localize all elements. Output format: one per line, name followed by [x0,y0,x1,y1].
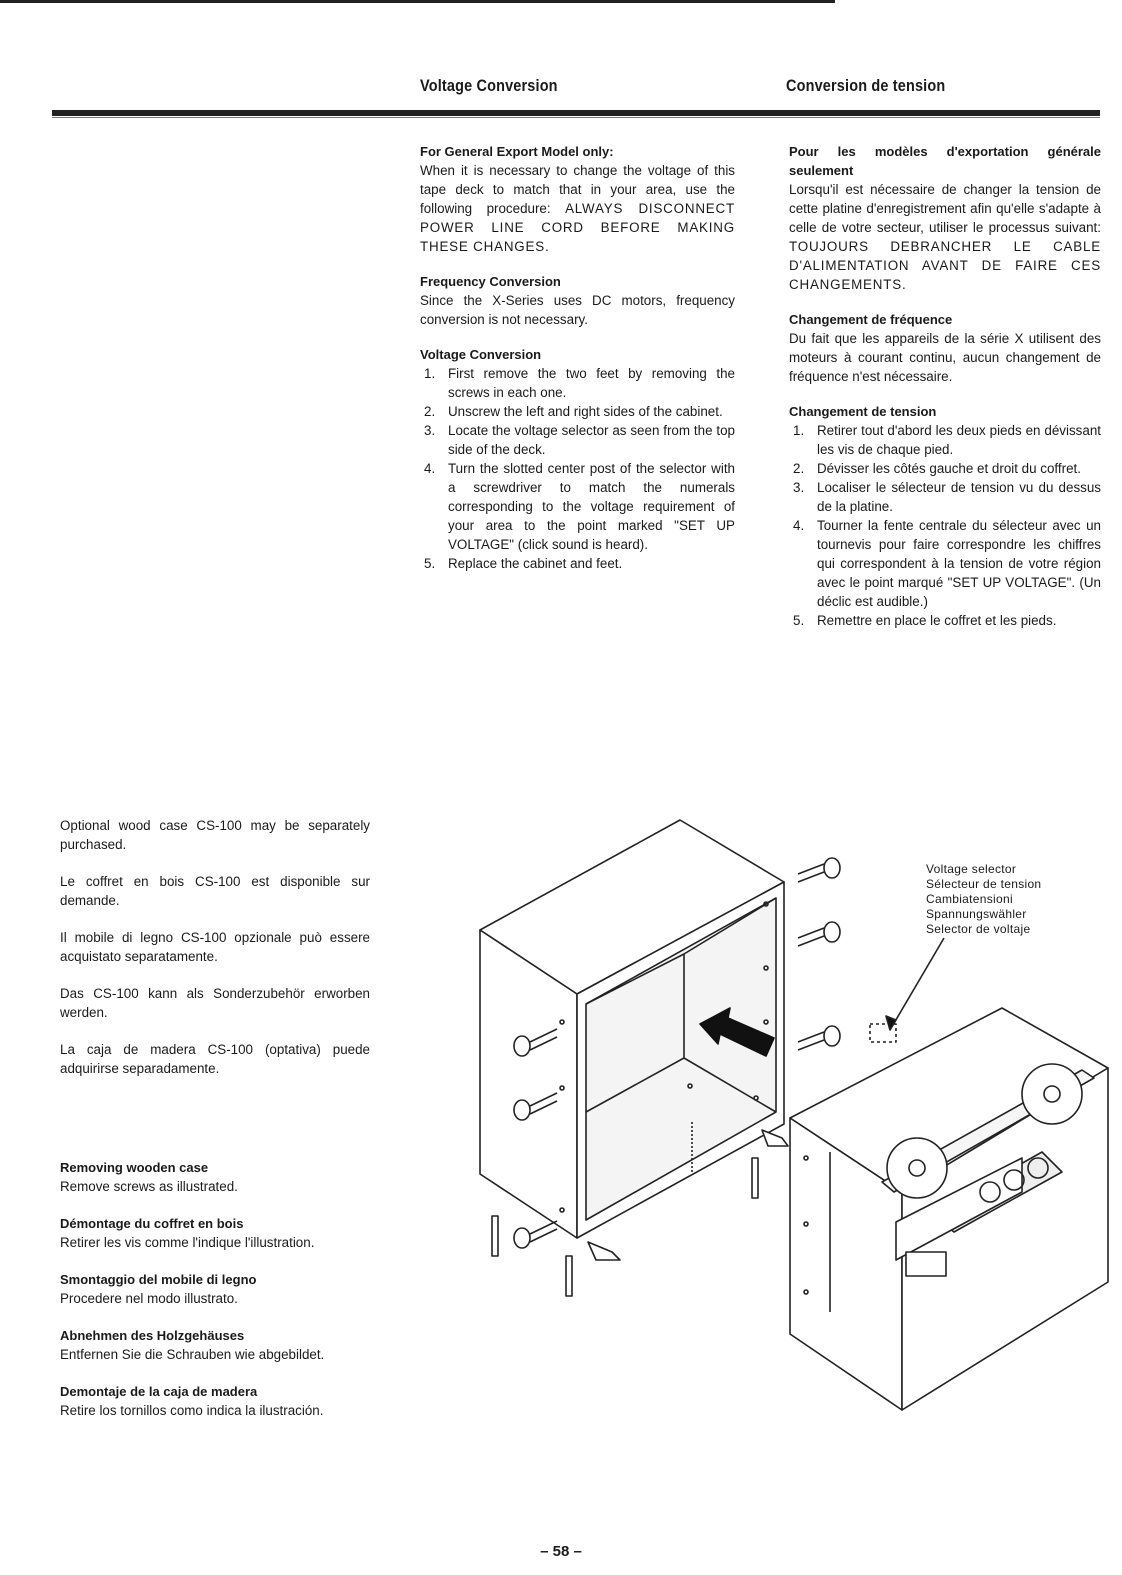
header-rule [52,110,1100,116]
freq-text-en: Since the X-Series uses DC motors, frequency conversion is not necessary. [420,293,735,327]
list-item: 4. Tourner la fente centrale du sélecteur avec un tournevis pour faire correspondre les chiffres qui correspondent à la tension de votre région avec le point marqué "SET UP VOLTAGE". (Un déclic est audible.) [793,518,1101,609]
removing-block-es: Demontaje de la caja de madera Retire los tornillos como indica la ilustración. [60,1384,324,1418]
freq-heading-fr: Changement de fréquence [789,312,953,327]
removing-block-en: Removing wooden case Remove screws as illustrated. [60,1160,238,1194]
intro-fr [789,180,1101,294]
header-rule-thin [52,117,1100,118]
intro-en [420,161,735,256]
optional-case-es: La caja de madera CS-100 (optativa) puede adquirirse separadamente. [60,1042,370,1076]
intro-text-fr: Lorsqu'il est nécessaire de changer la tension de cette platine d'enregistrement afin qu'elle s'adapte à celle de votre secteur, utiliser le processus suivant: [789,182,1101,235]
removing-case-notes [60,1158,380,1438]
list-item: 1. Retirer tout d'abord les deux pieds en dévissant les vis de chaque pied. [793,423,1101,457]
steps-fr [789,421,1101,630]
warning-fr: TOUJOURS DEBRANCHER LE CABLE D'ALIMENTATION AVANT DE FAIRE CES CHANGEMENTS. [789,239,1101,292]
list-item: 4. Turn the slotted center post of the selector with a screwdriver to match the numerals corresponding to the voltage requirement of your area to the point marked "SET UP VOLTAGE" (click sound is heard). [424,461,735,552]
header-title-fr: Conversion de tension [786,76,946,95]
freq-text-fr: Du fait que les appareils de la série X utilisent des moteurs à courant continu, aucun changement de fréquence n'est nécessaire. [789,331,1101,384]
freq-heading-en: Frequency Conversion [420,274,561,289]
intro-text-en: When it is necessary to change the voltage of this tape deck to match that in your area, use the following procedure: [420,163,735,216]
list-item: 5. Remettre en place le coffret et les pieds. [793,613,1057,628]
page-number: – 58 – [540,1543,582,1560]
list-item: 2. Unscrew the left and right sides of the cabinet. [424,404,723,419]
export-heading-en: For General Export Model only: [420,144,614,159]
warning-en: ALWAYS DISCONNECT POWER LINE CORD BEFORE MAKING THESE CHANGES. [420,201,735,254]
callout-leader [890,938,944,1030]
list-item: 3. Locate the voltage selector as seen from the top side of the deck. [424,423,735,457]
removing-block-de: Abnehmen des Holzgehäuses Entfernen Sie die Schrauben wie abgebildet. [60,1328,325,1362]
removing-block-it: Smontaggio del mobile di legno Procedere nel modo illustrato. [60,1272,257,1306]
removing-block-fr: Démontage du coffret en bois Retirer les vis comme l'indique l'illustration. [60,1216,315,1250]
list-item: 2. Dévisser les côtés gauche et droit du coffret. [793,461,1081,476]
french-column [789,142,1101,630]
list-item: 1. First remove the two feet by removing the screws in each one. [424,366,735,400]
steps-en [420,364,735,573]
english-column [420,142,735,573]
export-heading-fr: Pour les modèles d'exportation générale seulement [789,144,1101,178]
optional-case-de: Das CS-100 kann als Sonderzubehör erworben werden. [60,986,370,1020]
optional-case-en: Optional wood case CS-100 may be separately purchased. [60,818,370,852]
header-title-en: Voltage Conversion [420,76,558,95]
voltage-selector-callout: Voltage selector Sélecteur de tension Cambiatensioni Spannungswähler Selector de voltaje [926,862,1042,936]
list-item: 5. Replace the cabinet and feet. [424,556,623,571]
optional-case-it: Il mobile di legno CS-100 opzionale può essere acquistato separatamente. [60,930,370,964]
optional-case-fr: Le coffret en bois CS-100 est disponible sur demande. [60,874,370,908]
volt-heading-fr: Changement de tension [789,404,937,419]
volt-heading-en: Voltage Conversion [420,347,542,362]
top-rule [0,0,835,3]
tape-deck [790,1008,1108,1410]
list-item: 3. Localiser le sélecteur de tension vu du dessus de la platine. [793,480,1101,514]
optional-case-notes [60,816,370,1096]
